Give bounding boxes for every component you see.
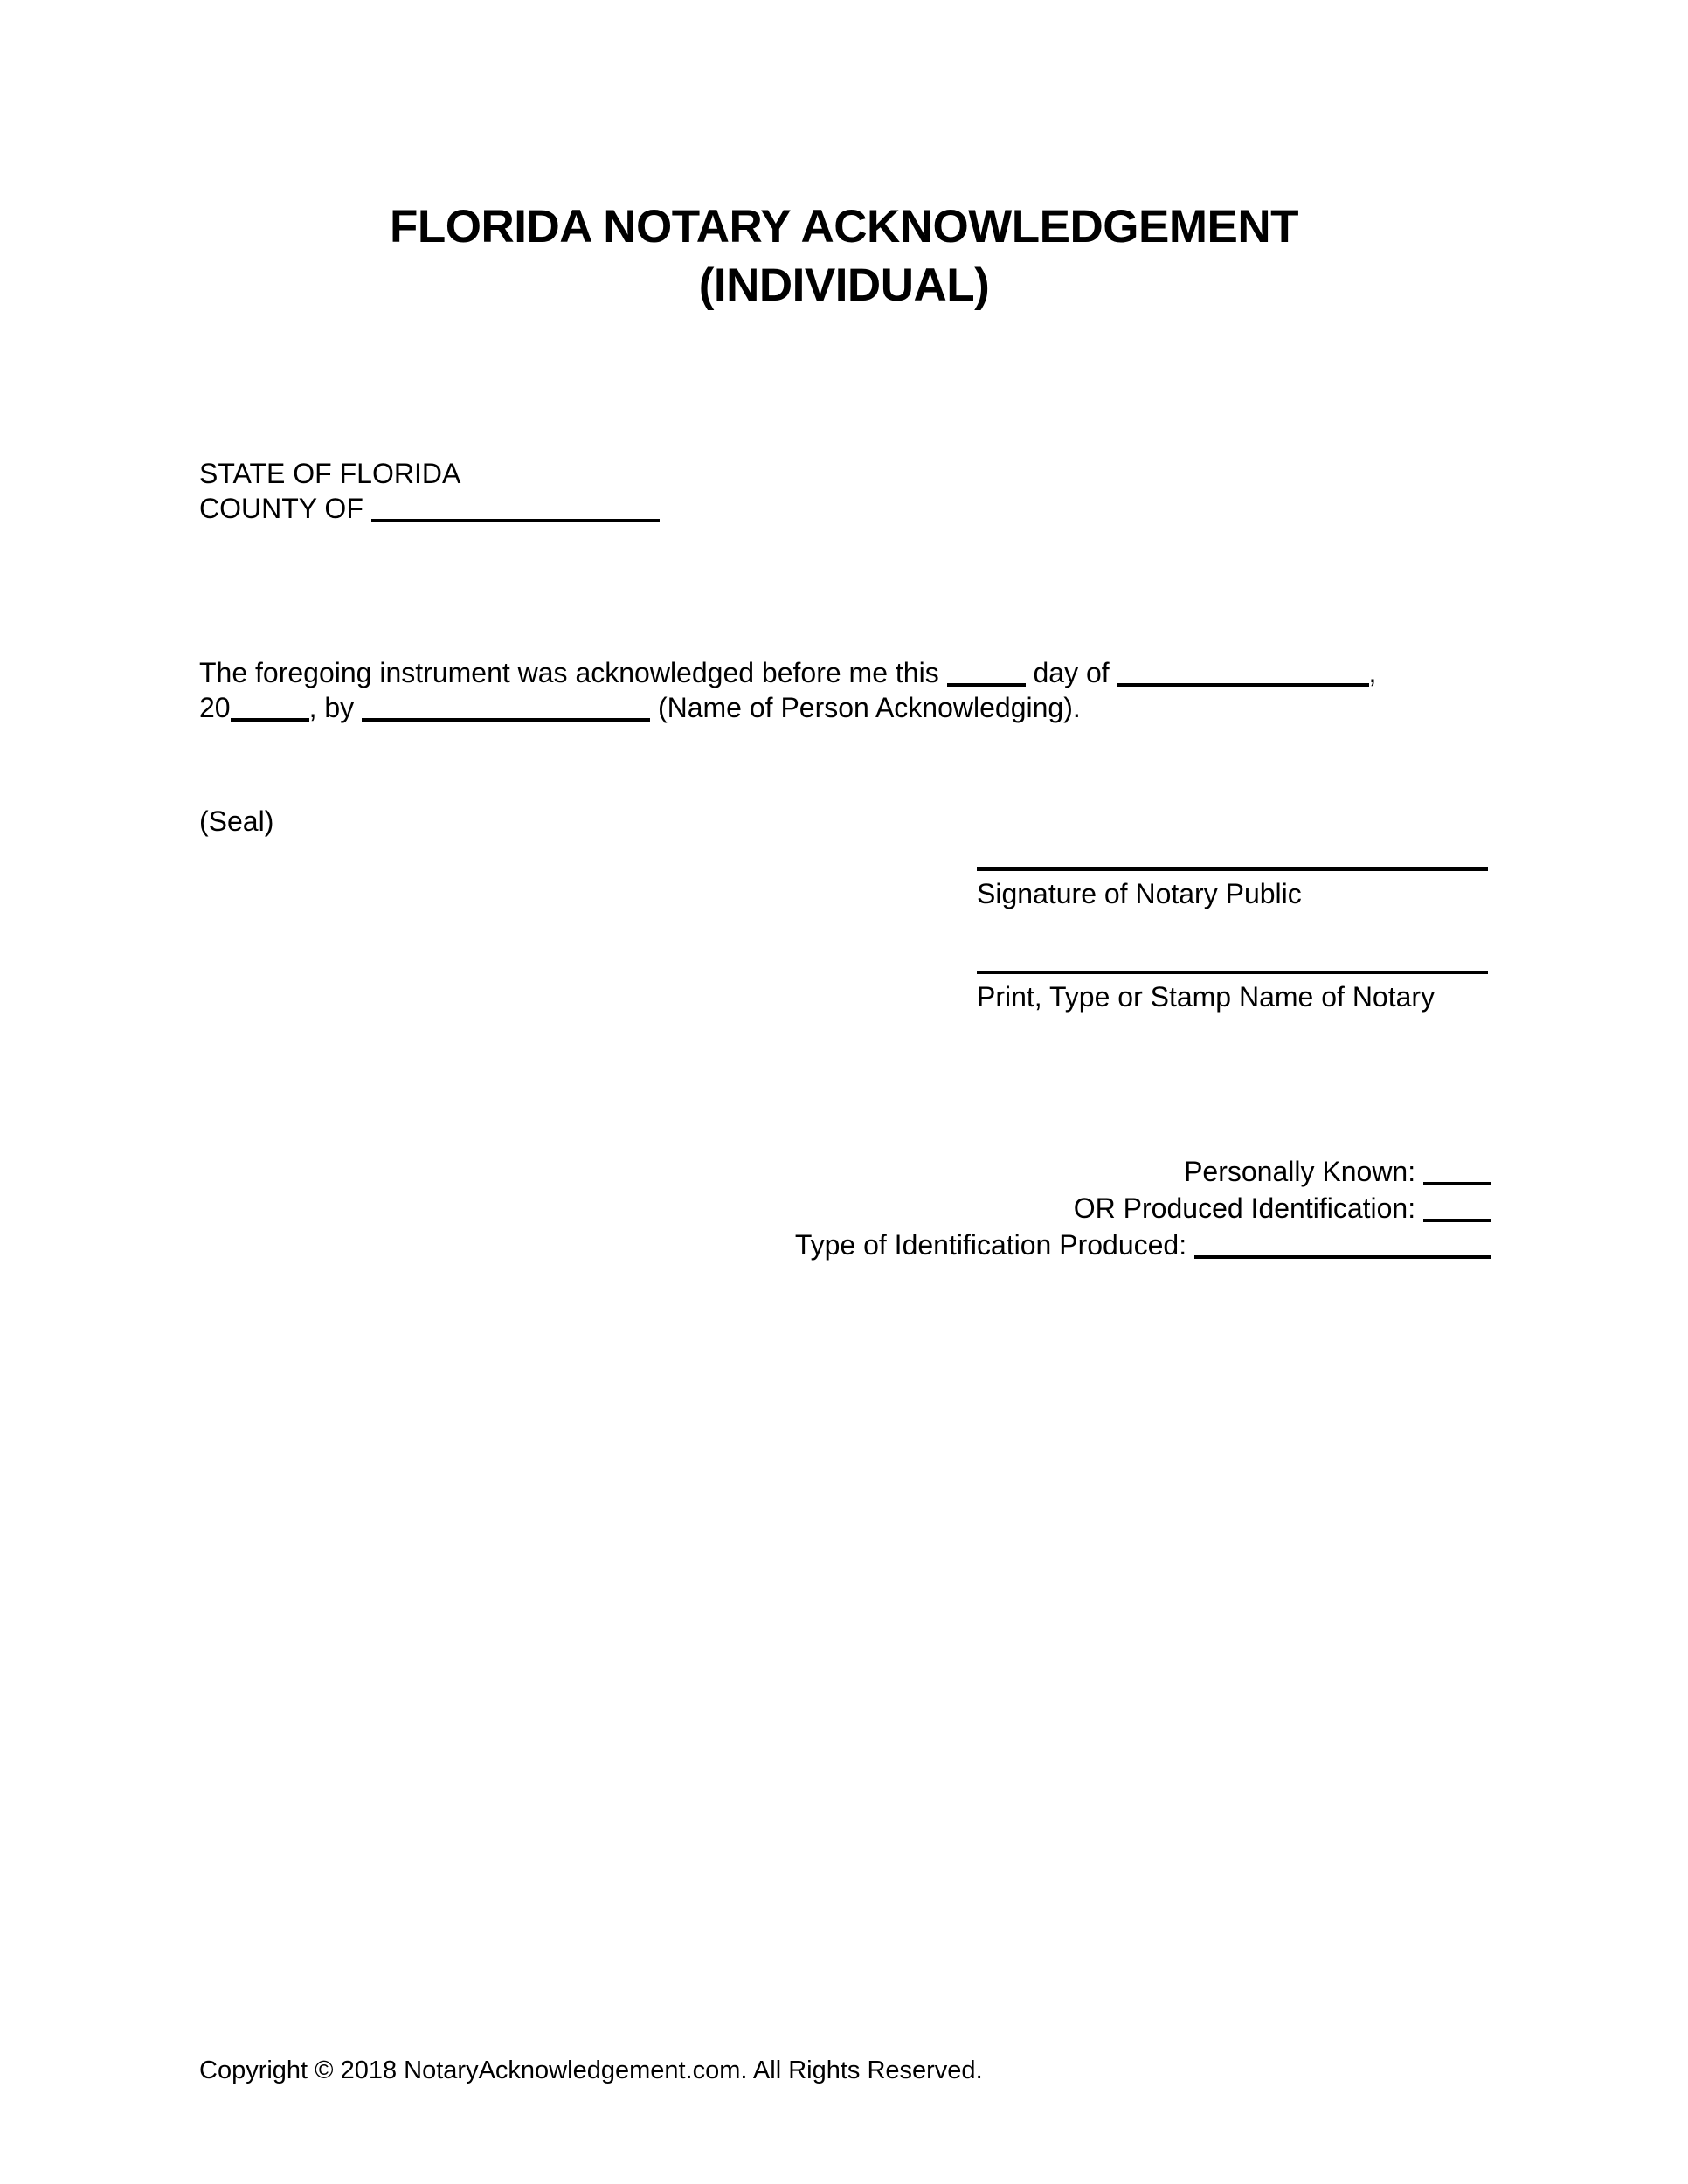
acknowledgment-paragraph	[199, 655, 1501, 725]
produced-identification-blank[interactable]	[1423, 1219, 1491, 1222]
personally-known-blank[interactable]	[1423, 1182, 1491, 1185]
type-identification-label: Type of Identification Produced:	[794, 1229, 1187, 1261]
year-blank[interactable]	[231, 718, 309, 722]
county-label: COUNTY OF	[199, 493, 363, 524]
document-title-line1: FLORIDA NOTARY ACKNOWLEDGEMENT	[389, 201, 1299, 252]
acknowledger-name-blank[interactable]	[362, 718, 650, 722]
copyright-notice: Copyright © 2018 NotaryAcknowledgement.com. All Rights Reserved.	[199, 2056, 983, 2084]
acknowledgment-lead: The foregoing instrument was acknowledged before me this	[199, 657, 939, 688]
year-prefix: 20	[199, 692, 231, 723]
county-blank[interactable]	[371, 519, 660, 522]
venue-block	[199, 456, 660, 526]
produced-identification-line	[795, 1190, 1491, 1227]
county-line	[199, 491, 660, 526]
day-of-label: day of	[1033, 657, 1110, 688]
comma: ,	[1368, 657, 1377, 688]
identification-block	[795, 1153, 1491, 1263]
type-identification-line	[795, 1227, 1491, 1263]
personally-known-line	[795, 1153, 1491, 1190]
month-blank[interactable]	[1117, 683, 1369, 687]
seal-label: (Seal)	[199, 805, 274, 837]
document-title-line2: (INDIVIDUAL)	[698, 259, 990, 311]
name-note: (Name of Person Acknowledging).	[657, 692, 1081, 723]
personally-known-label: Personally Known:	[1184, 1156, 1416, 1187]
notary-printed-name-block	[977, 971, 1488, 1014]
notary-signature-caption: Signature of Notary Public	[977, 878, 1302, 909]
type-identification-blank[interactable]	[1194, 1255, 1491, 1259]
notary-printed-name-caption: Print, Type or Stamp Name of Notary	[977, 981, 1435, 1013]
by-label: , by	[308, 692, 355, 723]
produced-identification-label: OR Produced Identification:	[1073, 1192, 1416, 1224]
document-title	[0, 197, 1688, 314]
state-line: STATE OF FLORIDA	[199, 458, 461, 489]
day-blank[interactable]	[947, 683, 1026, 687]
notary-signature-block	[977, 867, 1488, 911]
